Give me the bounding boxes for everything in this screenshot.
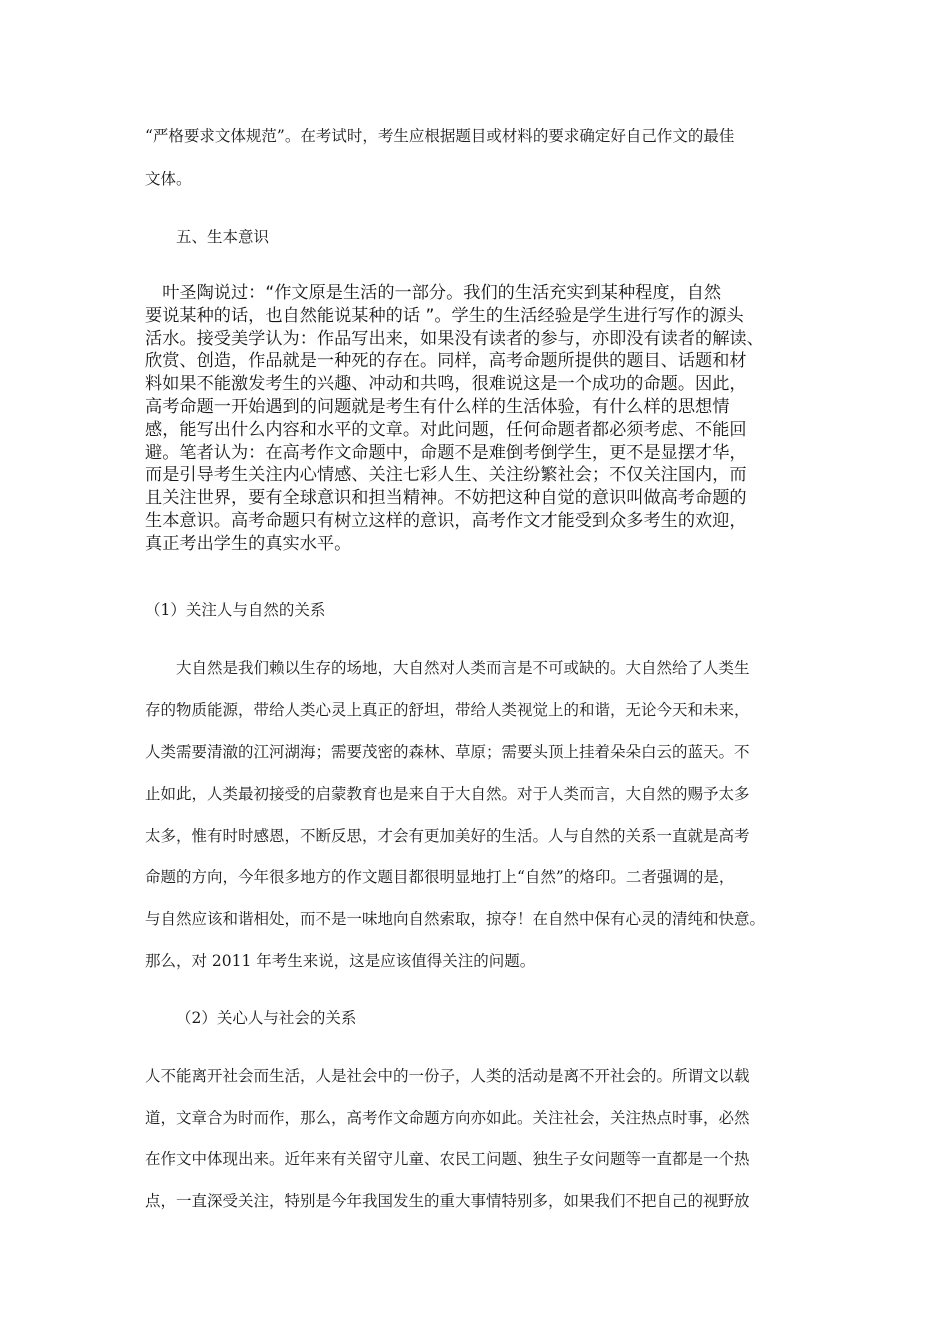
quote-line: 要说某种的话，也自然能说某种的话 ”。学生的生活经验是学生进行写作的源头 (145, 305, 744, 326)
subheading-society: （2）关心人与社会的关系 (176, 1009, 357, 1027)
society-line: 人不能离开社会而生活，人是社会中的一份子，人类的活动是离不开社会的。所谓文以载 (145, 1067, 750, 1085)
nature-line: 命题的方向，今年很多地方的作文题目都很明显地打上“自然”的烙印。二者强调的是， (145, 868, 735, 886)
quote-line: 活水。接受美学认为：作品写出来，如果没有读者的参与，亦即没有读者的解读、 (145, 328, 764, 349)
society-line: 在作文中体现出来。近年来有关留守儿童、农民工问题、独生子女问题等一直都是一个热 (145, 1150, 750, 1168)
quoted-scan-block (145, 282, 785, 556)
nature-line: 大自然是我们赖以生存的场地，大自然对人类而言是不可或缺的。大自然给了人类生 (176, 659, 750, 677)
society-line: 道，文章合为时而作，那么，高考作文命题方向亦如此。关注社会，关注热点时事，必然 (145, 1109, 750, 1127)
intro-line: “严格要求文体规范”。在考试时，考生应根据题目或材料的要求确定好自己作文的最佳 (145, 127, 735, 145)
quote-line: 高考命题一开始遇到的问题就是考生有什么样的生活体验，有什么样的思想情 (145, 396, 730, 417)
quote-line: 欣赏、创造，作品就是一种死的存在。同样，高考命题所提供的题目、话题和材 (145, 351, 747, 372)
quote-line: 避。笔者认为：在高考作文命题中，命题不是难倒考倒学生，更不是显摆才华， (145, 442, 747, 463)
subheading-nature: （1）关注人与自然的关系 (145, 601, 326, 619)
nature-line: 太多，惟有时时感恩，不断反思，才会有更加美好的生活。人与自然的关系一直就是高考 (145, 827, 750, 845)
nature-line: 那么，对 2011 年考生来说，这是应该值得关注的问题。 (145, 952, 536, 970)
intro-line: 文体。 (145, 170, 192, 188)
nature-line: 人类需要清澈的江河湖海；需要茂密的森林、草原；需要头顶上挂着朵朵白云的蓝天。不 (145, 743, 750, 761)
quote-line: 料如果不能激发考生的兴趣、冲动和共鸣，很难说这是一个成功的命题。因此， (145, 374, 747, 395)
section-heading-5: 五、生本意识 (176, 228, 270, 246)
nature-line: 止如此，人类最初接受的启蒙教育也是来自于大自然。对于人类而言，大自然的赐予太多 (145, 785, 750, 803)
quote-line: 且关注世界，要有全球意识和担当精神。不妨把这种自觉的意识叫做高考命题的 (145, 488, 747, 509)
quote-line: 真正考出学生的真实水平。 (145, 533, 352, 554)
nature-line: 存的物质能源，带给人类心灵上真正的舒坦，带给人类视觉上的和谐，无论今天和未来， (145, 701, 750, 719)
quote-line: 叶圣陶说过：“作文原是生活的一部分。我们的生活充实到某种程度，自然 (145, 283, 722, 303)
quote-line: 生本意识。高考命题只有树立这样的意识，高考作文才能受到众多考生的欢迎， (145, 510, 747, 531)
quote-line: 感，能写出什么内容和水平的文章。对此问题，任何命题者都必须考虑、不能回 (145, 419, 747, 440)
nature-line: 与自然应该和谐相处，而不是一味地向自然索取，掠夺！在自然中保有心灵的清纯和快意。 (145, 910, 766, 928)
society-line: 点，一直深受关注，特别是今年我国发生的重大事情特别多，如果我们不把自己的视野放 (145, 1192, 750, 1210)
quote-line: 而是引导考生关注内心情感、关注七彩人生、关注纷繁社会；不仅关注国内，而 (145, 465, 747, 486)
